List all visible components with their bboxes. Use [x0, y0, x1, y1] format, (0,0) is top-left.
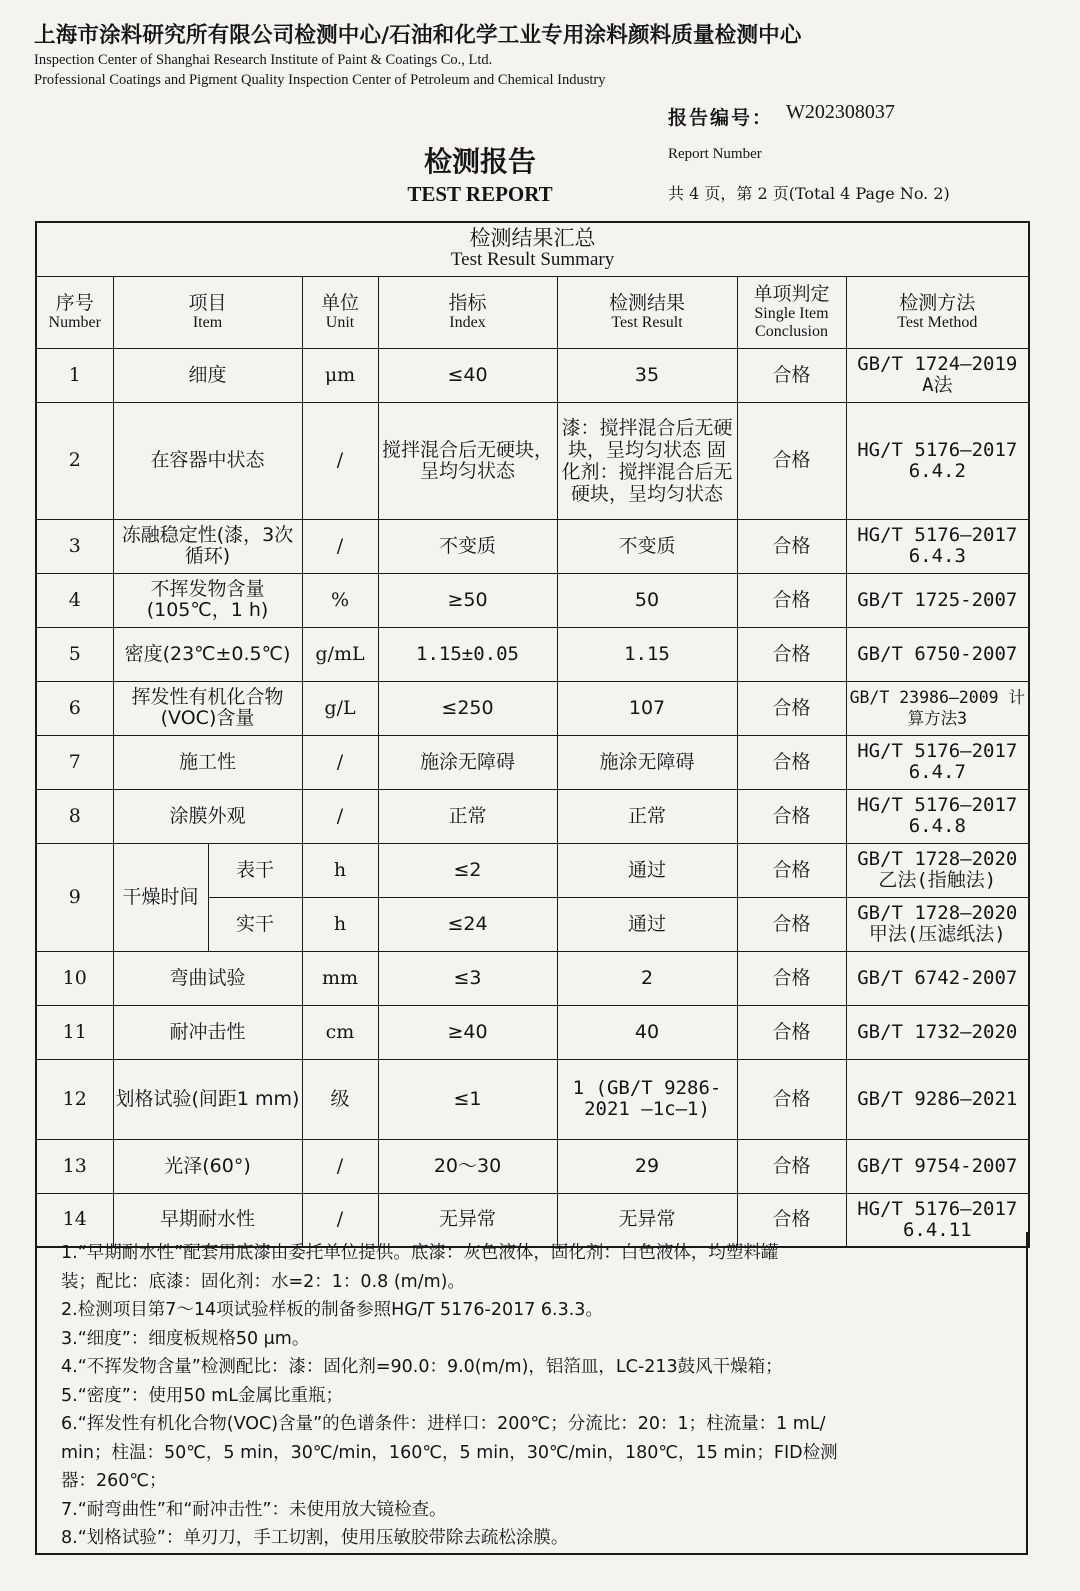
row-result: 40 — [557, 1005, 737, 1059]
row-item: 耐冲击性 — [113, 1005, 302, 1059]
table-row — [36, 789, 1029, 843]
row-item: 挥发性有机化合物(VOC)含量 — [113, 681, 302, 735]
row-item: 冻融稳定性(漆，3次循环) — [113, 519, 302, 573]
row-index: ≥50 — [378, 573, 557, 627]
note-line: 7.“耐弯曲性”和“耐冲击性”：未使用放大镜检查。 — [61, 1499, 447, 1520]
row-item: 细度 — [113, 348, 302, 402]
row-number: 11 — [36, 1005, 113, 1059]
notes-section — [35, 1232, 1028, 1555]
table-row — [36, 573, 1029, 627]
note-line: 装；配比：底漆：固化剂：水=2：1：0.8 (m/m)。 — [61, 1271, 465, 1292]
result-summary-table — [35, 221, 1030, 1248]
row-method: GB/T 1728—2020 乙法(指触法) — [846, 843, 1029, 897]
note-line: 5.“密度”：使用50 mL金属比重瓶； — [61, 1385, 343, 1406]
row-unit: g/mL — [302, 627, 378, 681]
row-item: 施工性 — [113, 735, 302, 789]
row-method: HG/T 5176—2017 6.4.2 — [846, 402, 1029, 519]
summary-title-row — [36, 222, 1029, 276]
row-method: HG/T 5176—2017 6.4.8 — [846, 789, 1029, 843]
row-result: 50 — [557, 573, 737, 627]
row-conclusion: 合格 — [737, 627, 846, 681]
row-unit: h — [302, 897, 378, 951]
table-row — [36, 951, 1029, 1005]
row-result: 107 — [557, 681, 737, 735]
row-index: 搅拌混合后无硬块，呈均匀状态 — [378, 402, 557, 519]
row-unit: 级 — [302, 1059, 378, 1139]
row-item: 划格试验(间距1 mm) — [113, 1059, 302, 1139]
row-number: 8 — [36, 789, 113, 843]
row-conclusion: 合格 — [737, 348, 846, 402]
note-line: 8.“划格试验”：单刃刀，手工切割，使用压敏胶带除去疏松涂膜。 — [61, 1528, 569, 1548]
row-result: 不变质 — [557, 519, 737, 573]
row-method: GB/T 23986—2009 计算方法3 — [846, 681, 1029, 735]
row-result: 通过 — [557, 897, 737, 951]
row-index: ≤40 — [378, 348, 557, 402]
row-unit: % — [302, 573, 378, 627]
row-number: 5 — [36, 627, 113, 681]
row-number: 7 — [36, 735, 113, 789]
row-conclusion: 合格 — [737, 843, 846, 897]
row-method: GB/T 9286—2021 — [846, 1059, 1029, 1139]
col-header-result: 检测结果 Test Result — [557, 276, 737, 348]
row-number: 3 — [36, 519, 113, 573]
row-index: 不变质 — [378, 519, 557, 573]
org-name-en-2: Professional Coatings and Pigment Quality Inspection Center of Petroleum and Chemical Industry — [34, 72, 606, 88]
row-index: 1.15±0.05 — [378, 627, 557, 681]
note-line: 器：260℃； — [61, 1471, 167, 1491]
row-unit: / — [302, 1193, 378, 1247]
row-item: 密度(23℃±0.5℃) — [113, 627, 302, 681]
row-index: ≤1 — [378, 1059, 557, 1139]
note-line: 1.“早期耐水性”配套用底漆由委托单位提供。底漆：灰色液体，固化剂：白色液体，均塑料罐 — [61, 1243, 779, 1263]
row-number: 6 — [36, 681, 113, 735]
table-row — [36, 735, 1029, 789]
row-method: HG/T 5176—2017 6.4.7 — [846, 735, 1029, 789]
table-row — [36, 627, 1029, 681]
row-unit: μm — [302, 348, 378, 402]
row-result: 漆：搅拌混合后无硬块，呈均匀状态 固化剂：搅拌混合后无硬块，呈均匀状态 — [557, 402, 737, 519]
col-header-conclusion: 单项判定 Single Item Conclusion — [737, 276, 846, 348]
row-conclusion: 合格 — [737, 951, 846, 1005]
table-header-row — [36, 276, 1029, 348]
row-item: 不挥发物含量(105℃，1 h) — [113, 573, 302, 627]
row-method: GB/T 1725-2007 — [846, 573, 1029, 627]
row-conclusion: 合格 — [737, 573, 846, 627]
row-result: 35 — [557, 348, 737, 402]
row-index: 正常 — [378, 789, 557, 843]
row-result: 2 — [557, 951, 737, 1005]
report-title-cn: 检测报告 — [423, 145, 536, 178]
row-conclusion: 合格 — [737, 1139, 846, 1193]
row-result: 施涂无障碍 — [557, 735, 737, 789]
report-title-en: TEST REPORT — [407, 182, 553, 206]
row-conclusion: 合格 — [737, 1005, 846, 1059]
table-row — [36, 1139, 1029, 1193]
row-subitem: 表干 — [208, 843, 302, 897]
row-method: HG/T 5176—2017 6.4.3 — [846, 519, 1029, 573]
row-unit: / — [302, 402, 378, 519]
row-index: ≤250 — [378, 681, 557, 735]
row-item: 干燥时间 — [113, 843, 208, 951]
row-item: 涂膜外观 — [113, 789, 302, 843]
row-conclusion: 合格 — [737, 897, 846, 951]
row-number: 2 — [36, 402, 113, 519]
row-index: 20～30 — [378, 1139, 557, 1193]
row-unit: / — [302, 1139, 378, 1193]
report-number-label-en: Report Number — [668, 146, 762, 162]
row-result: 通过 — [557, 843, 737, 897]
col-header-item: 项目 Item — [113, 276, 302, 348]
row-item: 弯曲试验 — [113, 951, 302, 1005]
note-line: 6.“挥发性有机化合物(VOC)含量”的色谱条件：进样口：200℃；分流比：20：1；柱流量：1 mL/ — [61, 1414, 826, 1434]
row-number: 1 — [36, 348, 113, 402]
row-conclusion: 合格 — [737, 519, 846, 573]
row-method: HG/T 5176—2017 6.4.11 — [846, 1193, 1029, 1247]
row-method: GB/T 6742-2007 — [846, 951, 1029, 1005]
col-header-unit: 单位 Unit — [302, 276, 378, 348]
page-info: 共 4 页，第 2 页(Total 4 Page No. 2) — [668, 184, 950, 203]
table-row — [36, 1059, 1029, 1139]
summary-title-cn: 检测结果汇总 — [469, 226, 596, 251]
row-unit: mm — [302, 951, 378, 1005]
row-method: GB/T 1732—2020 — [846, 1005, 1029, 1059]
note-line: 4.“不挥发物含量”检测配比：漆：固化剂=90.0：9.0(m/m)，铝箔皿，LC-213鼓风干燥箱； — [61, 1357, 783, 1377]
row-index: ≥40 — [378, 1005, 557, 1059]
row-item: 在容器中状态 — [113, 402, 302, 519]
table-row — [36, 843, 1029, 897]
row-unit: / — [302, 735, 378, 789]
row-item: 早期耐水性 — [113, 1193, 302, 1247]
row-number: 13 — [36, 1139, 113, 1193]
row-index: ≤3 — [378, 951, 557, 1005]
row-conclusion: 合格 — [737, 402, 846, 519]
row-result: 无异常 — [557, 1193, 737, 1247]
summary-title-en: Test Result Summary — [450, 249, 615, 271]
row-result: 1 (GB/T 9286-2021 —1c—1) — [557, 1059, 737, 1139]
report-number: W202308037 — [786, 101, 895, 123]
row-method: GB/T 9754-2007 — [846, 1139, 1029, 1193]
table-row — [36, 519, 1029, 573]
row-unit: / — [302, 519, 378, 573]
org-name-cn: 上海市涂料研究所有限公司检测中心/石油和化学工业专用涂料颜料质量检测中心 — [34, 23, 802, 48]
row-index: ≤2 — [378, 843, 557, 897]
row-result: 29 — [557, 1139, 737, 1193]
row-conclusion: 合格 — [737, 681, 846, 735]
row-conclusion: 合格 — [737, 1193, 846, 1247]
table-row — [36, 348, 1029, 402]
row-conclusion: 合格 — [737, 789, 846, 843]
row-unit: h — [302, 843, 378, 897]
table-row — [36, 402, 1029, 519]
table-row — [36, 681, 1029, 735]
org-name-en-1: Inspection Center of Shanghai Research Institute of Paint & Coatings Co., Ltd. — [34, 52, 493, 68]
row-method: GB/T 6750-2007 — [846, 627, 1029, 681]
row-index: 施涂无障碍 — [378, 735, 557, 789]
row-number: 12 — [36, 1059, 113, 1139]
row-number: 10 — [36, 951, 113, 1005]
col-header-number: 序号 Number — [36, 276, 113, 348]
row-number: 4 — [36, 573, 113, 627]
row-number: 14 — [36, 1193, 113, 1247]
row-index: 无异常 — [378, 1193, 557, 1247]
table-row — [36, 1005, 1029, 1059]
row-subitem: 实干 — [208, 897, 302, 951]
row-number: 9 — [36, 843, 113, 951]
col-header-index: 指标 Index — [378, 276, 557, 348]
row-conclusion: 合格 — [737, 735, 846, 789]
row-method: GB/T 1728—2020 甲法(压滤纸法) — [846, 897, 1029, 951]
row-unit: cm — [302, 1005, 378, 1059]
row-item: 光泽(60°) — [113, 1139, 302, 1193]
row-unit: / — [302, 789, 378, 843]
row-conclusion: 合格 — [737, 1059, 846, 1139]
note-line: 2.检测项目第7～14项试验样板的制备参照HG/T 5176-2017 6.3.3。 — [61, 1300, 603, 1320]
col-header-method: 检测方法 Test Method — [846, 276, 1029, 348]
report-number-label: 报告编号： — [668, 107, 774, 129]
row-unit: g/L — [302, 681, 378, 735]
note-line: 3.“细度”：细度板规格50 μm。 — [61, 1328, 310, 1349]
row-result: 1.15 — [557, 627, 737, 681]
note-line: min；柱温：50℃，5 min，30℃/min，160℃，5 min，30℃/min，180℃，15 min；FID检测 — [61, 1442, 838, 1463]
row-method: GB/T 1724—2019 A法 — [846, 348, 1029, 402]
row-result: 正常 — [557, 789, 737, 843]
row-index: ≤24 — [378, 897, 557, 951]
